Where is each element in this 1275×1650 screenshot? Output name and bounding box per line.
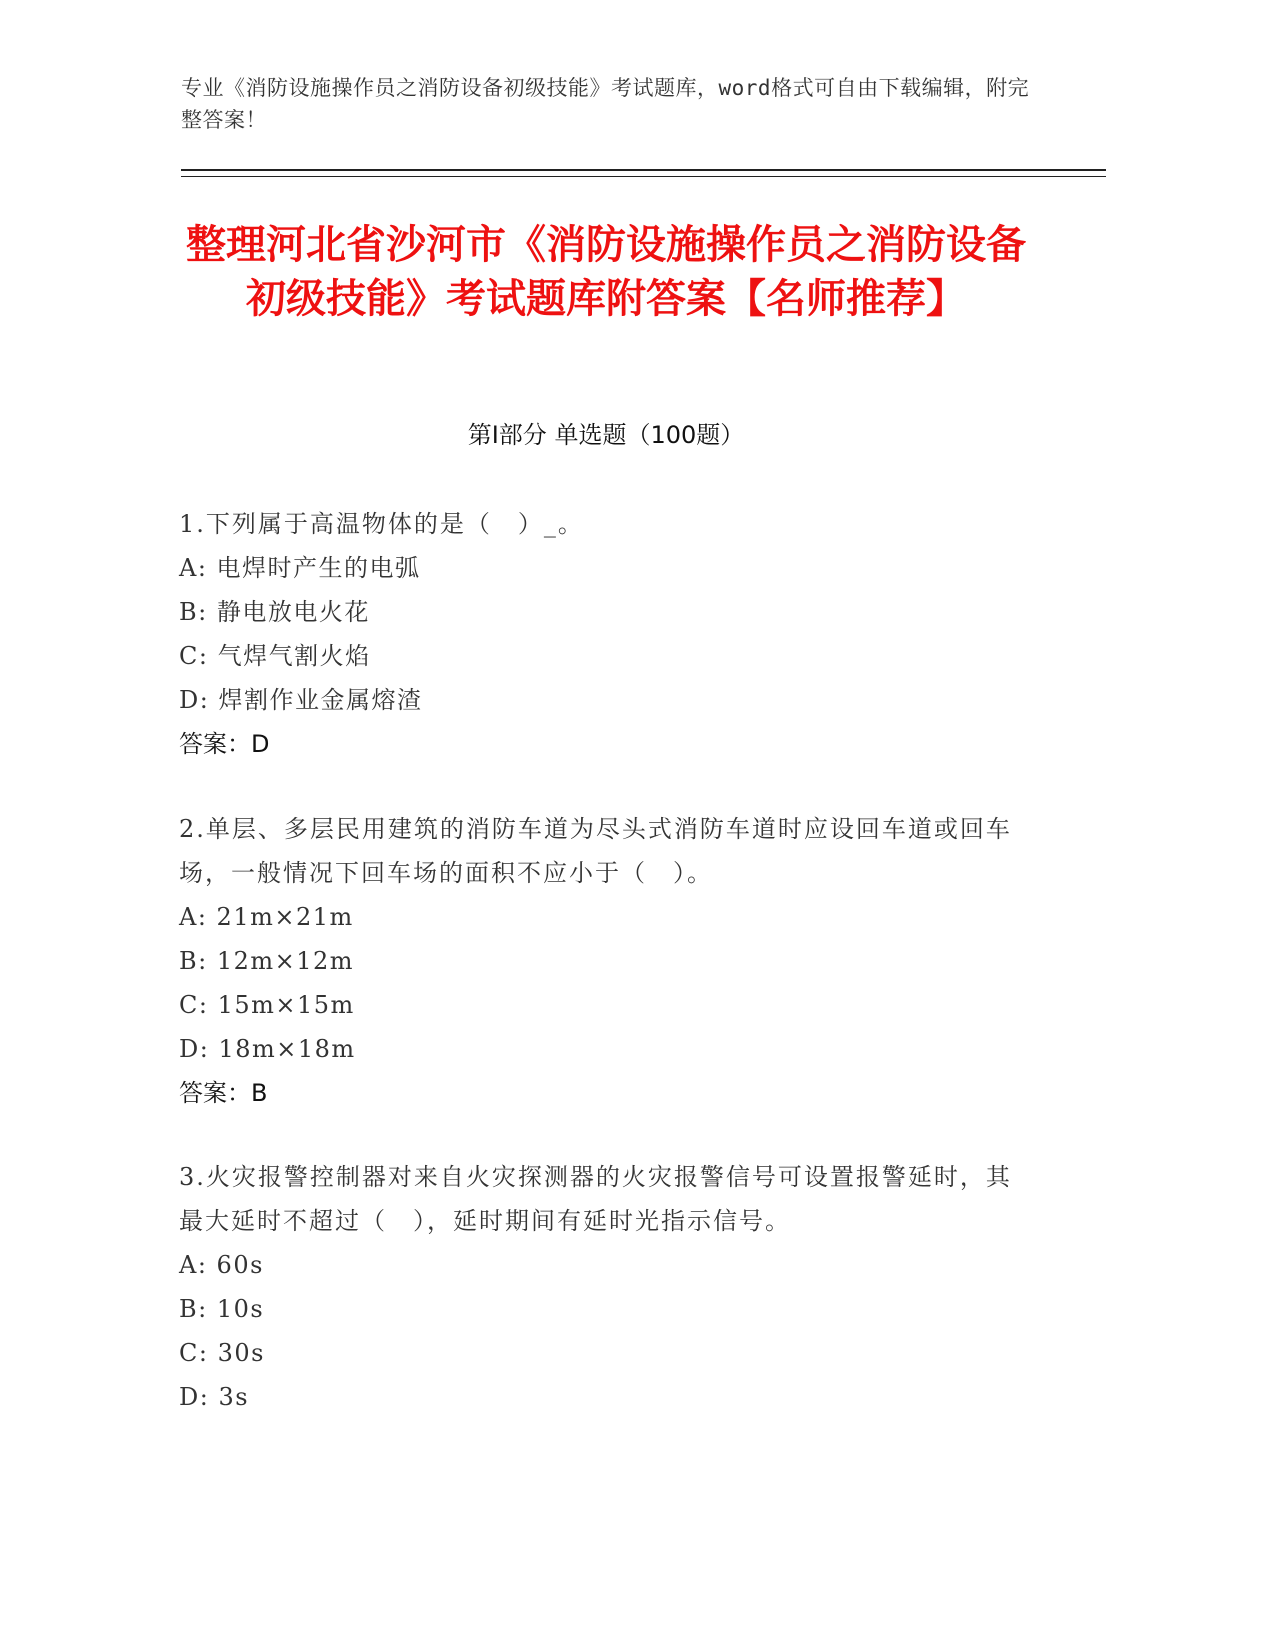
option-b: B: 静电放电火花 — [179, 598, 370, 626]
question-1 — [179, 502, 1029, 766]
header-divider-thick — [181, 169, 1106, 171]
answer-line: 答案：B — [179, 1079, 268, 1107]
question-3 — [179, 1155, 1029, 1419]
option-a: A: 60s — [179, 1251, 264, 1279]
option-a: A: 21m×21m — [179, 903, 354, 931]
question-stem: 2.单层、多层民用建筑的消防车道为尽头式消防车道时应设回车道或回车场，一般情况下回车场的面积不应小于（ ）。 — [179, 815, 1012, 887]
option-d: D: 3s — [179, 1383, 250, 1411]
question-stem: 3.火灾报警控制器对来自火灾探测器的火灾报警信号可设置报警延时，其最大延时不超过（ ），延时期间有延时光指示信号。 — [179, 1163, 1012, 1235]
option-a: A: 电焊时产生的电弧 — [179, 554, 421, 582]
option-c: C: 15m×15m — [179, 991, 355, 1019]
option-b: B: 10s — [179, 1295, 265, 1323]
question-2 — [179, 807, 1029, 1115]
option-d: D: 焊割作业金属熔渣 — [179, 686, 423, 714]
document-title: 整理河北省沙河市《消防设施操作员之消防设备初级技能》考试题库附答案【名师推荐】 — [186, 222, 1026, 322]
section-heading: 第Ⅰ部分 单选题（100题） — [467, 421, 745, 449]
option-c: C: 气焊气割火焰 — [179, 642, 371, 670]
header-divider-thin — [181, 176, 1106, 177]
header-note: 专业《消防设施操作员之消防设备初级技能》考试题库，word格式可自由下载编辑，附完整答案！ — [181, 76, 1030, 132]
option-d: D: 18m×18m — [179, 1035, 356, 1063]
option-b: B: 12m×12m — [179, 947, 355, 975]
option-c: C: 30s — [179, 1339, 265, 1367]
question-stem: 1.下列属于高温物体的是（ ）_。 — [179, 510, 584, 538]
answer-line: 答案：D — [179, 730, 270, 758]
